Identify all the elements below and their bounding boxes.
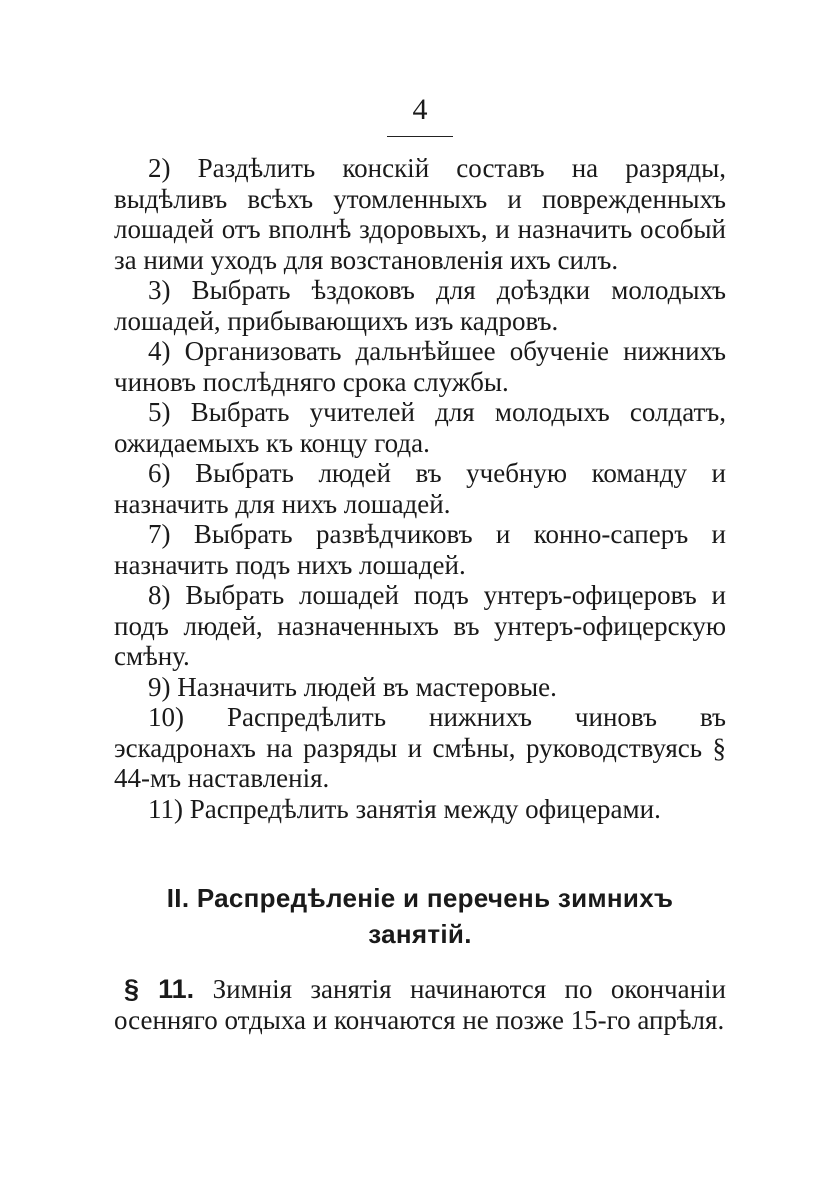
- list-item-6: 6) Выбрать людей въ учебную команду и назначить для нихъ лошадей.: [114, 458, 726, 519]
- section-heading-line-2: занятій.: [368, 919, 472, 949]
- page-number-rule: [387, 136, 453, 137]
- section-heading: [114, 880, 726, 952]
- page-number: 4: [412, 93, 428, 126]
- paragraph-number: § 11.: [124, 974, 195, 1004]
- list-item-10: 10) Распредѣлить нижнихъ чиновъ въ эскадронахъ на разряды и смѣны, руководствуясь § 44-мъ наставленія.: [114, 702, 726, 793]
- instruction-list: [114, 153, 726, 824]
- list-item-7: 7) Выбрать развѣдчиковъ и конно-саперъ и назначить подъ нихъ лошадей.: [114, 519, 726, 580]
- section-paragraph: [114, 974, 726, 1036]
- list-item-9: 9) Назначить людей въ мастеровые.: [148, 671, 557, 702]
- section-heading-line-1: II. Распредѣленіе и перечень зимнихъ: [166, 883, 674, 913]
- list-item-11: 11) Распредѣлить занятія между офицерами.: [148, 793, 661, 824]
- paragraph-text: Зимнія занятія начинаются по окончаніи осенняго отдыха и кончаются не позже 15-го апрѣля.: [114, 974, 726, 1035]
- list-item-8: 8) Выбрать лошадей подъ унтеръ-офицеровъ и подъ людей, назначенныхъ въ унтеръ-офицерскую смѣну.: [114, 580, 726, 671]
- list-item-4: 4) Организовать дальнѣйшее обученіе нижнихъ чиновъ послѣдняго срока службы.: [114, 336, 726, 397]
- list-item-5: 5) Выбрать учителей для молодыхъ солдатъ, ожидаемыхъ къ концу года.: [114, 397, 726, 458]
- list-item-3: 3) Выбрать ѣздоковъ для доѣздки молодыхъ лошадей, прибывающихъ изъ кадровъ.: [114, 275, 726, 336]
- document-page: [114, 92, 726, 1036]
- list-item-2: 2) Раздѣлить конскій составъ на разряды, выдѣливъ всѣхъ утомленныхъ и поврежденныхъ лошадей отъ вполнѣ здоровыхъ, и назначить особый за ними уходъ для возстановленія ихъ силъ.: [114, 153, 726, 275]
